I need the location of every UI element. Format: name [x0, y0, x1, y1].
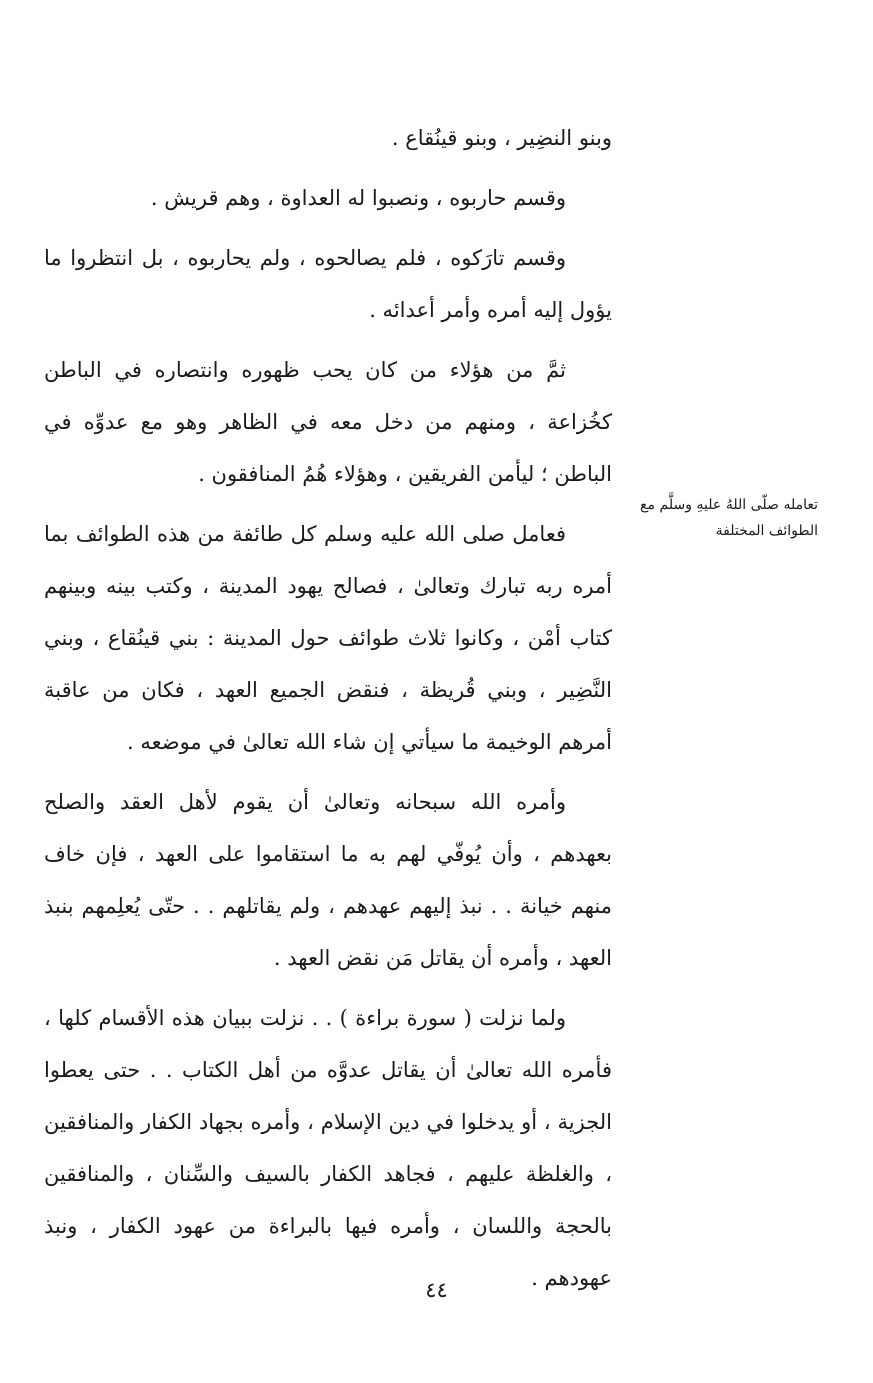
margin-side-note: تعامله صلّى اللهُ عليهِ وسلَّم مع الطوائف المختلفة [640, 497, 818, 539]
paragraph-5: فعامل صلى الله عليه وسلم كل طائفة من هذه الطوائف بما أمره ربه تبارك وتعالىٰ ، فصالح يهود المدينة ، وكتب بينه وبينهم كتاب أمْن ، وكانوا ثلاث طوائف حول المدينة : بني قينُقاع ، وبني النَّضِير ، وبني قُريظة ، فنقض الجميع العهد ، فكان من عاقبة أمرهم الوخيمة ما سيأتي إن شاء الله تعالىٰ في موضعه . [44, 522, 612, 754]
paragraph-3: وقسم تارَكوه ، فلم يصالحوه ، ولم يحاربوه ، بل انتظروا ما يؤول إليه أمره وأمر أعدائه . [44, 246, 612, 322]
paragraph-2: وقسم حاربوه ، ونصبوا له العداوة ، وهم قريش . [150, 186, 566, 210]
paragraph-6: وأمره الله سبحانه وتعالىٰ أن يقوم لأهل العقد والصلح بعهدهم ، وأن يُوفّي لهم به ما استقاموا على العهد ، فإن خاف منهم خيانة . . نبذ إليهم عهدهم ، ولم يقاتلهم . . حتّى يُعلِمهم بنبذ العهد ، وأمره أن يقاتل مَن نقض العهد . [44, 790, 612, 970]
paragraph-1: وبنو النضِير ، وبنو قينُقاع . [391, 126, 612, 150]
paragraph-4: ثمَّ من هؤلاء من كان يحب ظهوره وانتصاره في الباطن كخُزاعة ، ومنهم من دخل معه في الظاهر وهو مع عدوِّه في الباطن ؛ ليأمن الفريقين ، وهؤلاء هُمُ المنافقون . [44, 358, 612, 486]
paragraph-7: ولما نزلت ( سورة براءة ) . . نزلت ببيان هذه الأقسام كلها ، فأمره الله تعالىٰ أن يقاتل عدوَّه من أهل الكتاب . . حتى يعطوا الجزية ، أو يدخلوا في دين الإسلام ، وأمره بجهاد الكفار والمنافقين ، والغلظة عليهم ، فجاهد الكفار بالسيف والسِّنان ، والمنافقين بالحجة واللسان ، وأمره فيها بالبراءة من عهود الكفار ، ونبذ عهودهم . [44, 1006, 612, 1290]
main-text-body [44, 112, 612, 1312]
page-number: ٤٤ [425, 1278, 448, 1302]
